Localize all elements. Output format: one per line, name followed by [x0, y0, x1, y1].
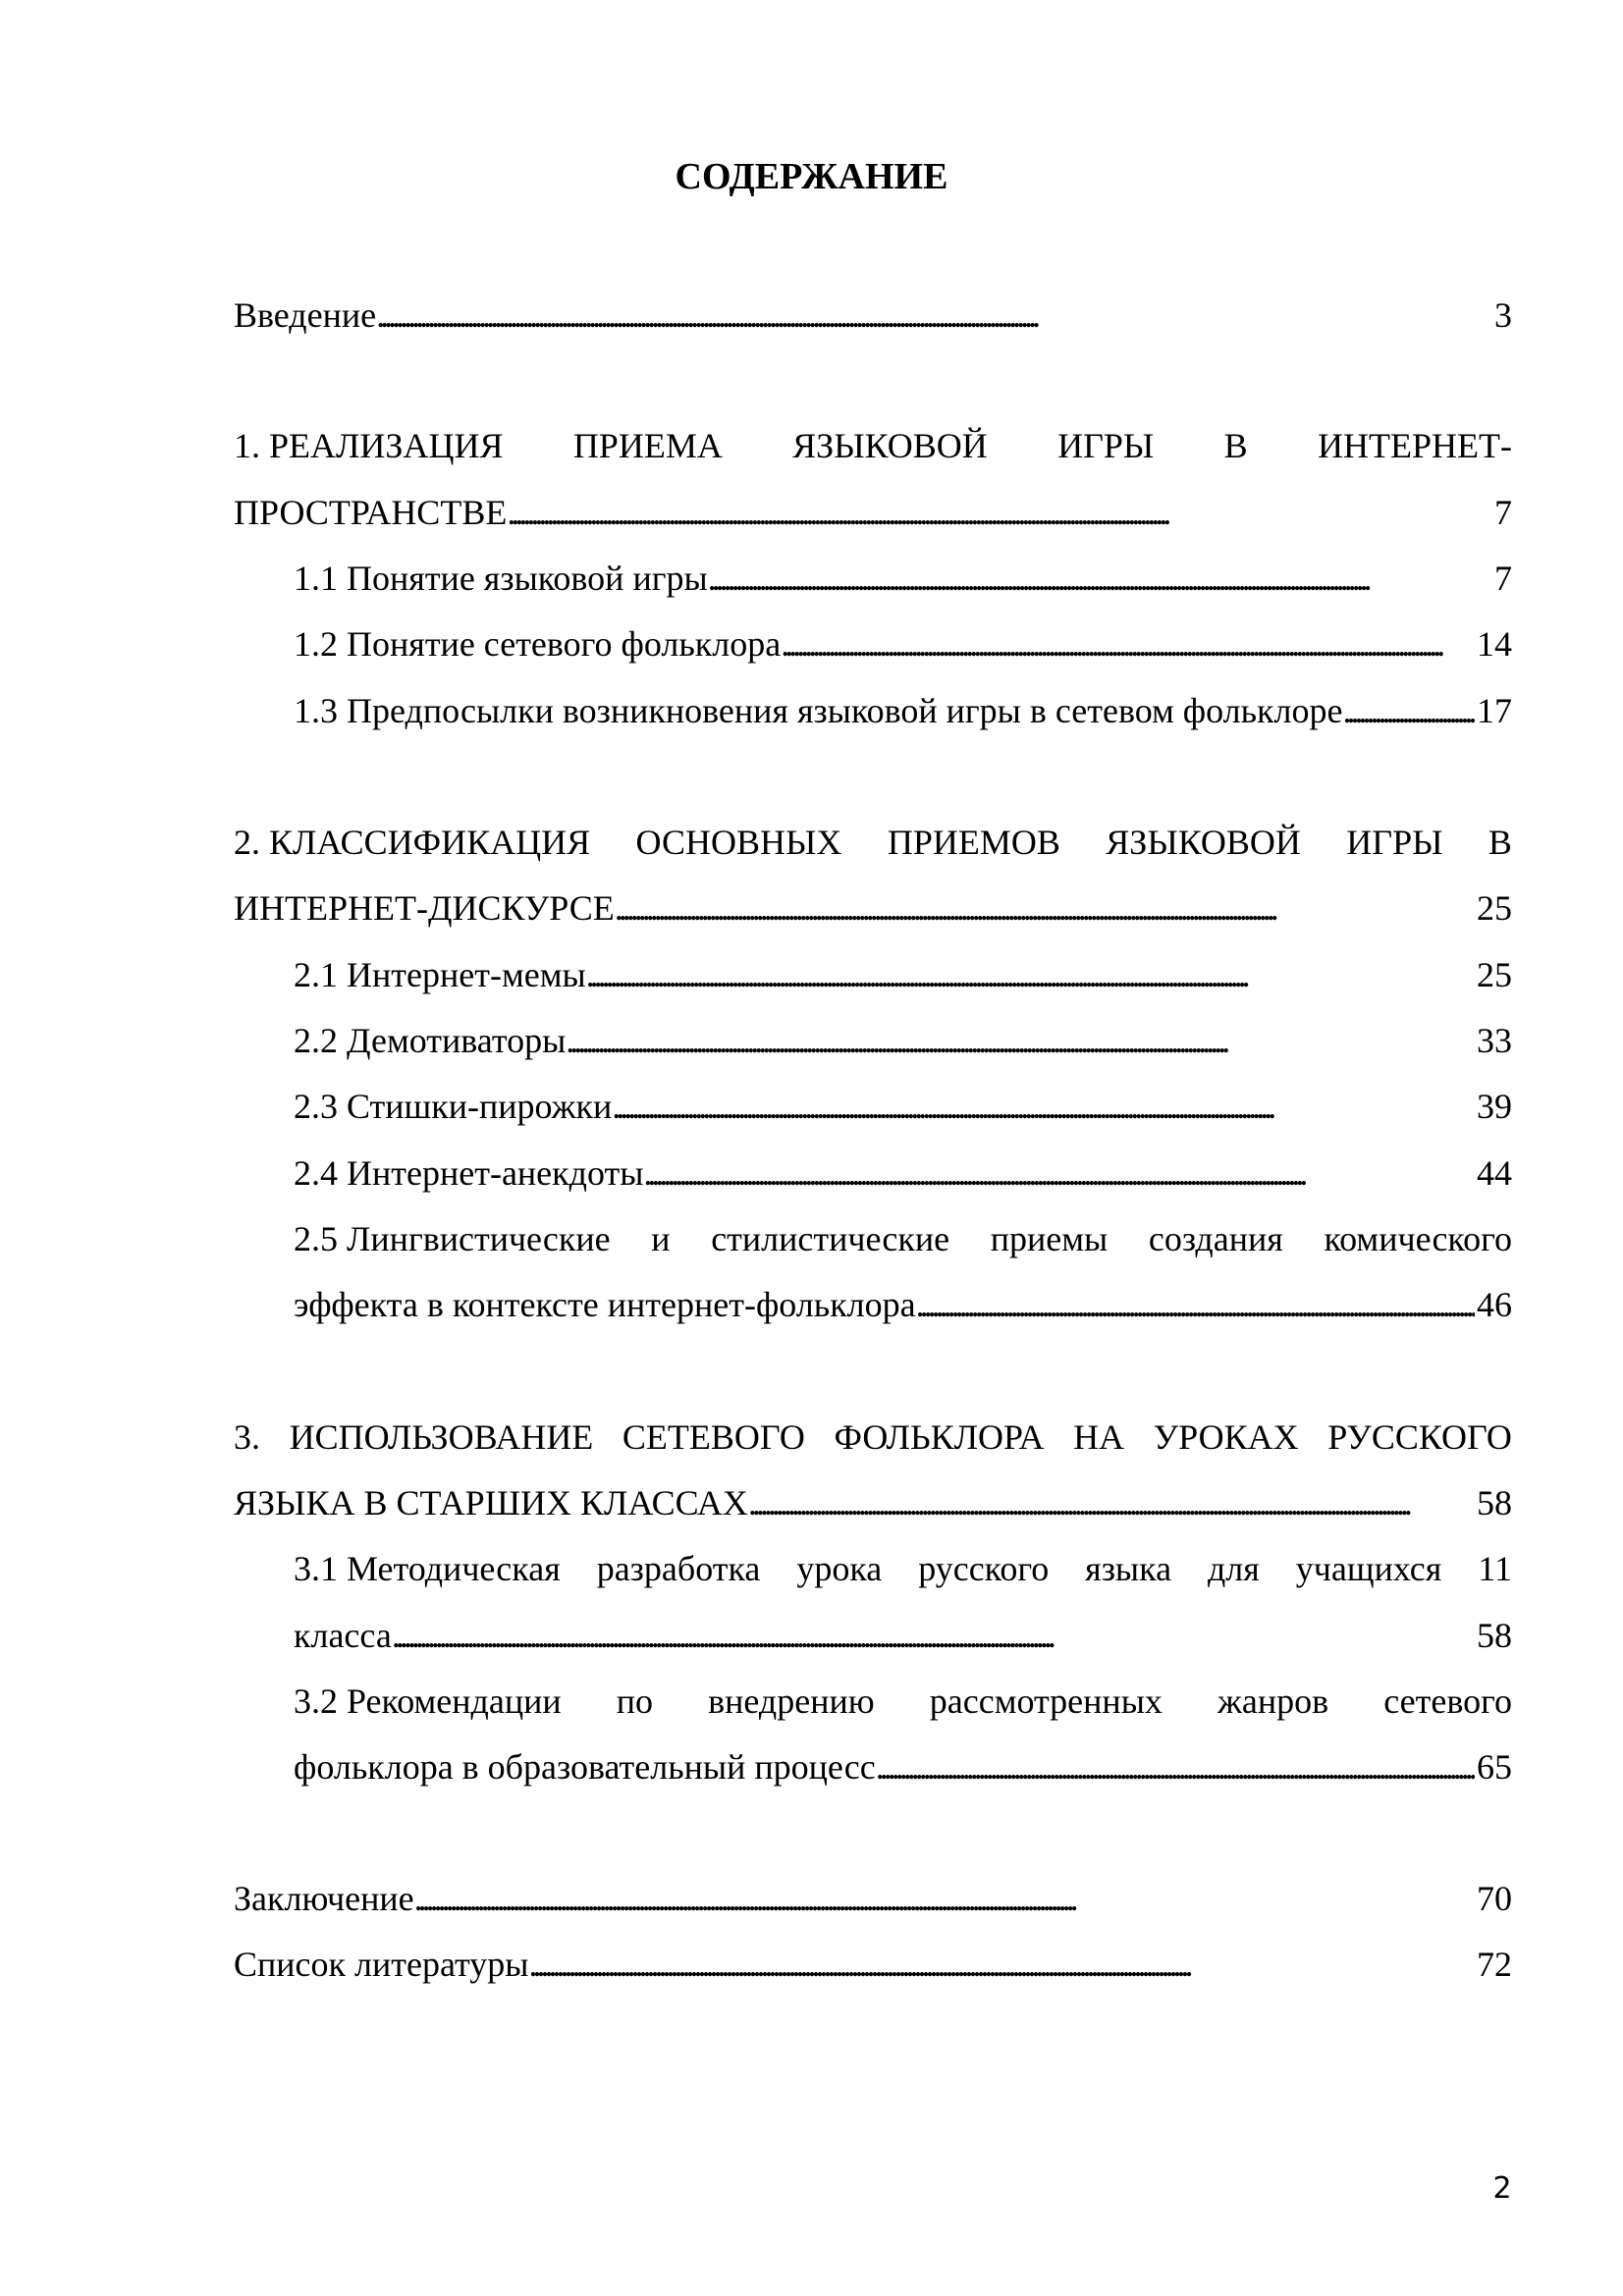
dot-leader — [612, 1081, 1475, 1132]
toc-word: внедрению — [708, 1682, 875, 1721]
toc-word: разработка — [596, 1549, 761, 1588]
dot-leader — [392, 1610, 1475, 1661]
toc-word: ИСПОЛЬЗОВАНИЕ — [289, 1417, 594, 1457]
toc-chapter-2-heading — [234, 817, 1512, 868]
toc-entry-title: 1.3 Предпосылки возникновения языковой игры в сетевом фольклоре — [294, 691, 1343, 730]
toc-entry-page: 17 — [1477, 691, 1512, 730]
toc-word: ПРИЕМА — [572, 426, 723, 465]
toc-entry-title: Список литературы — [234, 1945, 529, 1984]
dot-leader — [643, 1148, 1475, 1199]
toc-word: ПРИЕМОВ — [887, 823, 1060, 862]
page-number: 2 — [1492, 2171, 1512, 2206]
dot-leader — [916, 1279, 1475, 1330]
toc-word: создания — [1148, 1219, 1283, 1258]
toc-entry-page: 33 — [1477, 1021, 1512, 1060]
dot-leader — [376, 290, 1492, 341]
toc-entry-title: 2.3 Стишки-пирожки — [294, 1087, 613, 1126]
toc-entry-2-1 — [294, 949, 1512, 1000]
toc-entry-title: 2.4 Интернет-анекдоты — [294, 1153, 644, 1193]
toc-entry-title: класса — [294, 1616, 392, 1655]
toc-chapter-3-heading — [234, 1412, 1512, 1463]
toc-entry-3-2-heading — [294, 1676, 1512, 1727]
toc-word: русского — [918, 1549, 1050, 1588]
toc-chapter-1-continuation — [234, 487, 1512, 538]
dot-leader — [1342, 685, 1475, 736]
toc-entry-page: 39 — [1477, 1087, 1512, 1126]
toc-word: В — [1488, 823, 1512, 862]
toc-entry-title: эффекта в контексте интернет-фольклора — [294, 1285, 916, 1324]
toc-entry-page: 72 — [1477, 1945, 1512, 1984]
toc-entry-2-2 — [294, 1015, 1512, 1066]
toc-entry-references — [234, 1939, 1512, 1990]
toc-entry-title: 2.2 Демотиваторы — [294, 1021, 567, 1060]
dot-leader — [528, 1939, 1475, 1990]
toc-entry-title: 2.1 Интернет-мемы — [294, 955, 586, 994]
toc-word: РУССКОГО — [1327, 1417, 1512, 1457]
dot-leader — [586, 949, 1475, 1000]
toc-word: 2. КЛАССИФИКАЦИЯ — [234, 823, 591, 862]
toc-entry-title: ПРОСТРАНСТВЕ — [234, 493, 508, 532]
toc-word: ЯЗЫКОВОЙ — [1106, 823, 1301, 862]
toc-entry-3-2-continuation — [294, 1741, 1512, 1792]
toc-word: языка — [1085, 1549, 1172, 1588]
toc-entry-page: 7 — [1494, 493, 1512, 532]
toc-entry-title: фольклора в образовательный процесс — [294, 1747, 876, 1787]
toc-word: приемы — [990, 1219, 1109, 1258]
toc-entry-2-5-heading — [294, 1213, 1512, 1264]
toc-word: ЯЗЫКОВОЙ — [792, 426, 988, 465]
toc-entry-1-1 — [294, 553, 1512, 604]
toc-word: НА — [1073, 1417, 1125, 1457]
toc-entry-3-1-continuation — [294, 1610, 1512, 1661]
toc-word: СЕТЕВОГО — [622, 1417, 805, 1457]
toc-entry-1-2 — [294, 618, 1512, 669]
toc-entry-title: 1.2 Понятие сетевого фольклора — [294, 624, 782, 664]
toc-word: урока — [796, 1549, 883, 1588]
toc-entry-title: ИНТЕРНЕТ-ДИСКУРСЕ — [234, 888, 615, 928]
toc-word: жанров — [1217, 1682, 1329, 1721]
toc-entry-title: Введение — [234, 295, 377, 335]
dot-leader — [708, 553, 1492, 604]
toc-entry-title: 1.1 Понятие языковой игры — [294, 559, 708, 598]
dot-leader — [507, 487, 1492, 538]
toc-entry-page: 65 — [1477, 1747, 1512, 1787]
toc-word: и — [651, 1219, 671, 1258]
toc-chapter-1-heading — [234, 420, 1512, 471]
toc-word: В — [1223, 426, 1248, 465]
toc-word: 3. — [234, 1417, 260, 1457]
toc-word: 11 — [1478, 1549, 1512, 1588]
dot-leader — [615, 882, 1475, 934]
toc-entry-2-5-continuation — [294, 1279, 1512, 1330]
toc-entry-2-4 — [294, 1148, 1512, 1199]
dot-leader — [781, 618, 1475, 669]
toc-entry-conclusion — [234, 1873, 1512, 1924]
dot-leader — [748, 1477, 1475, 1528]
toc-entry-2-3 — [294, 1081, 1512, 1132]
toc-entry-page: 70 — [1477, 1879, 1512, 1918]
toc-entry-page: 14 — [1477, 624, 1512, 664]
toc-word: 2.5 Лингвистические — [294, 1219, 611, 1258]
toc-entry-title: ЯЗЫКА В СТАРШИХ КЛАССАХ — [234, 1483, 748, 1522]
toc-word: сетевого — [1383, 1682, 1512, 1721]
toc-chapter-3-continuation — [234, 1477, 1512, 1528]
toc-entry-page: 44 — [1477, 1153, 1512, 1193]
toc-entry-page: 46 — [1477, 1285, 1512, 1324]
toc-entry-page: 3 — [1494, 295, 1512, 335]
toc-word: 1. РЕАЛИЗАЦИЯ — [234, 426, 504, 465]
toc-word: ИГРЫ — [1057, 426, 1155, 465]
toc-word: 3.2 Рекомендации — [294, 1682, 562, 1721]
toc-word: ФОЛЬКЛОРА — [834, 1417, 1045, 1457]
toc-entry-page: 58 — [1477, 1616, 1512, 1655]
toc-entry-page: 25 — [1477, 888, 1512, 928]
toc-entry-page: 25 — [1477, 955, 1512, 994]
toc-entry-page: 58 — [1477, 1483, 1512, 1522]
toc-word: ИНТЕРНЕТ- — [1318, 426, 1512, 465]
toc-entry-3-1-heading — [294, 1543, 1512, 1594]
toc-word: рассмотренных — [929, 1682, 1163, 1721]
toc-word: для — [1207, 1549, 1260, 1588]
toc-chapter-2-continuation — [234, 882, 1512, 934]
dot-leader — [876, 1741, 1475, 1792]
toc-entry-intro — [234, 290, 1512, 341]
toc-word: стилистические — [711, 1219, 950, 1258]
toc-word: комического — [1324, 1219, 1512, 1258]
toc-word: по — [616, 1682, 654, 1721]
toc-entry-1-3 — [294, 685, 1512, 736]
dot-leader — [414, 1873, 1475, 1924]
toc-word: ОСНОВНЫХ — [635, 823, 842, 862]
toc-entry-title: Заключение — [234, 1879, 414, 1918]
page-title: СОДЕРЖАНИЕ — [675, 156, 948, 197]
toc-word: ИГРЫ — [1346, 823, 1443, 862]
toc-entry-page: 7 — [1494, 559, 1512, 598]
toc-word: учащихся — [1295, 1549, 1442, 1588]
toc-word: 3.1 Методическая — [294, 1549, 561, 1588]
dot-leader — [566, 1015, 1475, 1066]
toc-word: УРОКАХ — [1153, 1417, 1299, 1457]
